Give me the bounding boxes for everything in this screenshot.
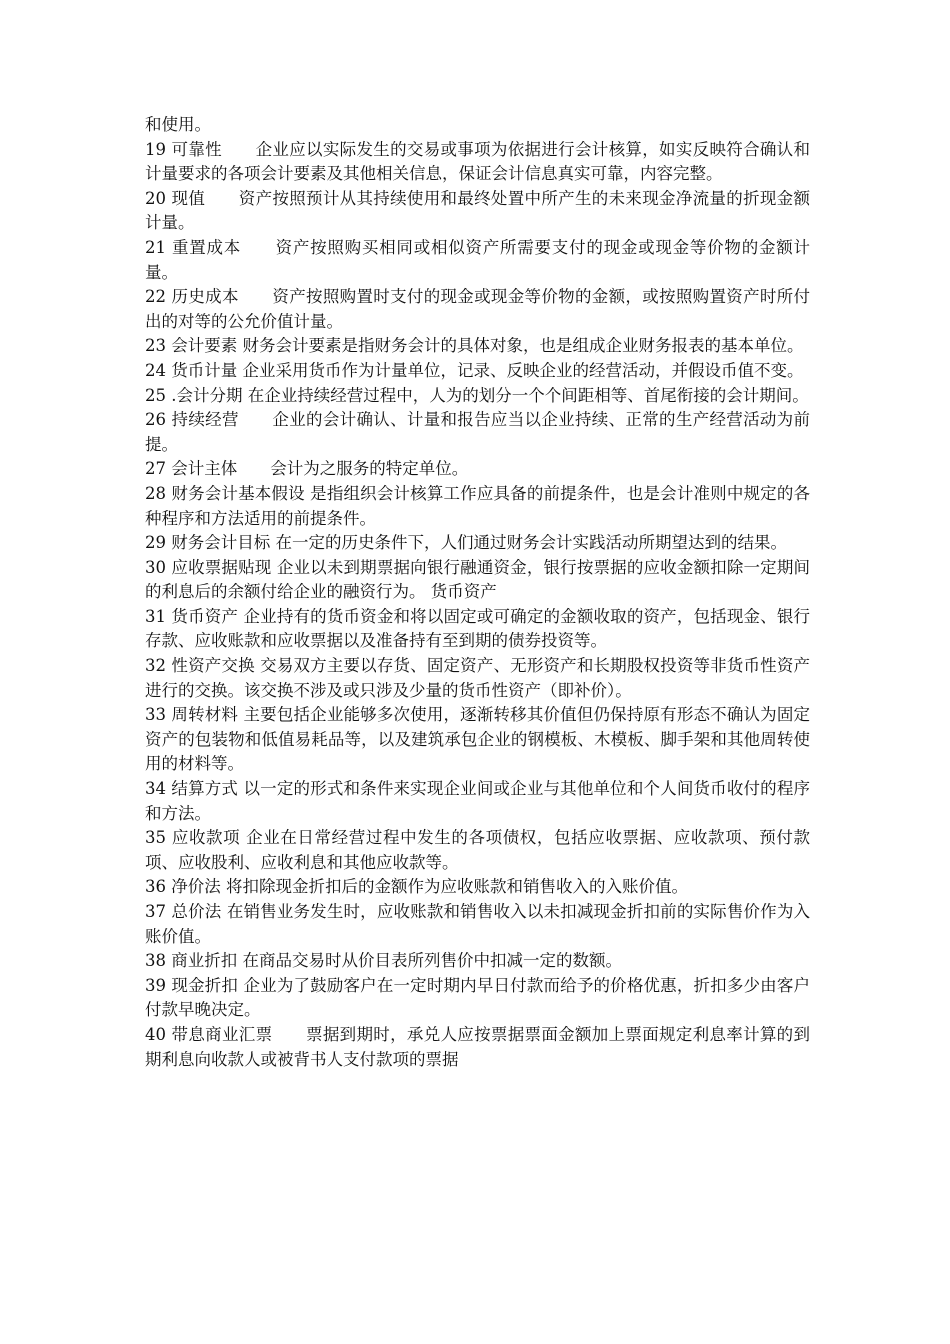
entry-27-accounting-entity: 27 会计主体 会计为之服务的特定单位。	[145, 459, 469, 479]
entry-23-accounting-elements: 23 会计要素 财务会计要素是指财务会计的具体对象，也是组成企业财务报表的基本单位。	[145, 336, 804, 356]
entry-20-present-value: 20 现值 资产按照预计从其持续使用和最终处置中所产生的未来现金净流量的折现金额计量。	[145, 188, 810, 233]
entry-26-going-concern: 26 持续经营 企业的会计确认、计量和报告应当以企业持续、正常的生产经营活动为前提。	[145, 410, 810, 454]
entry-25-accounting-period: 25 .会计分期 在企业持续经营过程中，人为的划分一个个间距相等、首尾衔接的会计期间。	[145, 385, 809, 405]
entry-36-net-price-method: 36 净价法 将扣除现金折扣后的金额作为应收账款和销售收入的入账价值。	[145, 877, 688, 897]
entry-35-receivables: 35 应收款项 企业在日常经营过程中发生的各项债权，包括应收票据、应收款项、预付款项、应收股利、应收利息和其他应收款等。	[145, 828, 810, 872]
entry-34-settlement-method: 34 结算方式 以一定的形式和条件来实现企业间或企业与其他单位和个人间货币收付的程序和方法。	[145, 779, 810, 823]
entry-33-revolving-materials: 33 周转材料 主要包括企业能够多次使用，逐渐转移其价值但仍保持原有形态不确认为固定资产的包装物和低值易耗品等，以及建筑承包企业的钢模板、木模板、脚手架和其他周转使用的材料等。	[145, 705, 810, 774]
entry-28-basic-assumptions: 28 财务会计基本假设 是指组织会计核算工作应具备的前提条件，也是会计准则中规定的各种程序和方法适用的前提条件。	[145, 483, 810, 528]
entry-22-historical-cost: 22 历史成本 资产按照购置时支付的现金或现金等价物的金额，或按照购置资产时所付出的对等的公允价值计量。	[145, 287, 810, 331]
entry-19-reliability: 19 可靠性 企业应以实际发生的交易或事项为依据进行会计核算，如实反映符合确认和计量要求的各项会计要素及其他相关信息，保证会计信息真实可靠，内容完整。	[145, 139, 810, 184]
entry-30-notes-discounting: 30 应收票据贴现 企业以未到期票据向银行融通资金，银行按票据的应收金额扣除一定期间的利息后的余额付给企业的融资行为。 货币资产	[145, 557, 810, 602]
entry-31-monetary-assets: 31 货币资产 企业持有的货币资金和将以固定或可确定的金额收取的资产，包括现金、银行存款、应收账款和应收票据以及准备持有至到期的债券投资等。	[145, 606, 810, 651]
entry-21-replacement-cost: 21 重置成本 资产按照购买相同或相似资产所需要支付的现金或现金等价物的金额计量。	[145, 237, 810, 282]
entry-40-interest-bearing-bill: 40 带息商业汇票 票据到期时，承兑人应按票据票面金额加上票面规定利息率计算的到期利息向收款人或被背书人支付款项的票据	[145, 1024, 810, 1069]
document-body	[145, 113, 810, 1072]
continuation-text: 和使用。	[145, 115, 211, 134]
entry-24-monetary-measurement: 24 货币计量 企业采用货币作为计量单位，记录、反映企业的经营活动，并假设币值不变。	[145, 360, 804, 380]
entry-29-accounting-objective: 29 财务会计目标 在一定的历史条件下，人们通过财务会计实践活动所期望达到的结果。	[145, 533, 787, 553]
entry-39-cash-discount: 39 现金折扣 企业为了鼓励客户在一定时期内早日付款而给予的价格优惠，折扣多少由客户付款早晚决定。	[145, 975, 810, 1020]
entry-32-asset-exchange: 32 性资产交换 交易双方主要以存货、固定资产、无形资产和长期股权投资等非货币性资产进行的交换。该交换不涉及或只涉及少量的货币性资产（即补价）。	[145, 656, 810, 700]
entry-38-trade-discount: 38 商业折扣 在商品交易时从价目表所列售价中扣减一定的数额。	[145, 951, 622, 971]
entry-37-gross-price-method: 37 总价法 在销售业务发生时，应收账款和销售收入以未扣减现金折扣前的实际售价作为入账价值。	[145, 902, 810, 946]
